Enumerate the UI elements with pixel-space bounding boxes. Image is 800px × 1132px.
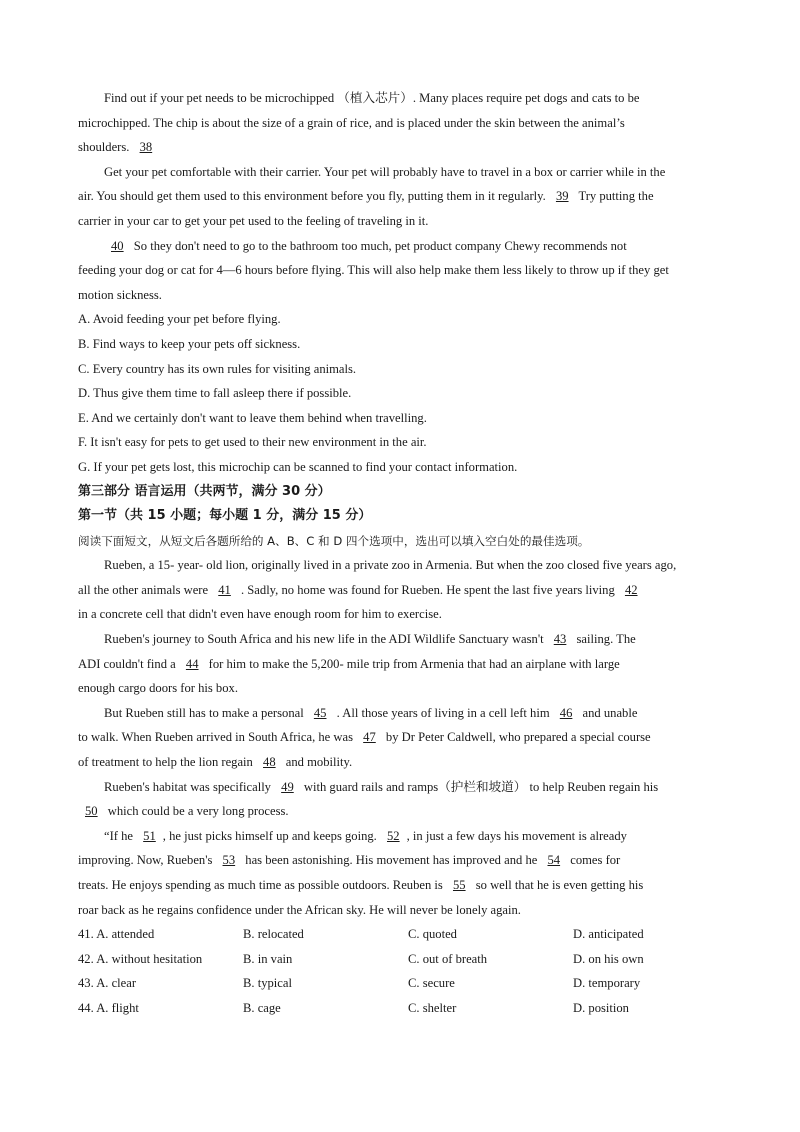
text: “If he (104, 828, 134, 843)
text: , in just a few days his movement is already (406, 828, 627, 843)
text: shoulders. (78, 140, 130, 155)
choice-c: C. out of breath (408, 951, 488, 966)
choice-c: C. secure (408, 976, 455, 991)
blank-48: 48 (263, 755, 276, 770)
option-c: C. Every country has its own rules for visiting animals. (78, 361, 357, 376)
text: has been astonishing. His movement has improved and he (245, 853, 538, 868)
question-41 (78, 922, 728, 947)
blank-39: 39 (555, 189, 569, 204)
text: Rueben's journey to South Africa and his new life in the ADI Wildlife Sanctuary wasn't (104, 632, 544, 647)
choice-c: C. quoted (408, 927, 457, 942)
text: So they don't need to go to the bathroom too much, pet product company Chewy recommends not (133, 238, 627, 253)
blank-50: 50 (85, 804, 98, 819)
choice-a: 44. A. flight (78, 1000, 139, 1015)
lion-line11 (78, 799, 728, 824)
choice-b: B. in vain (243, 951, 293, 966)
pets-p2-line3: carrier in your car to get your pet used to the feeling of traveling in it. (78, 213, 429, 228)
blank-54: 54 (547, 853, 561, 868)
lion-line4 (78, 627, 728, 652)
blank-38: 38 (139, 140, 153, 155)
choice-a: 43. A. clear (78, 976, 137, 991)
blank-49: 49 (281, 779, 294, 794)
text: Rueben's habitat was specifically (104, 779, 271, 794)
option-b: B. Find ways to keep your pets off sickness. (78, 336, 301, 351)
instruction: 阅读下面短文，从短文后各题所给的 A、B、C 和 D 四个选项中，选出可以填入空白处的最佳选项。 (78, 533, 590, 548)
option-e: E. And we certainly don't want to leave them behind when travelling. (78, 410, 427, 425)
choice-c: C. shelter (408, 1000, 457, 1015)
choice-d: D. position (573, 1000, 629, 1015)
pets-p2-line2 (78, 184, 728, 209)
question-42 (78, 947, 728, 972)
blank-46: 46 (559, 705, 573, 720)
choice-b: B. relocated (243, 927, 304, 942)
choice-a: 41. A. attended (78, 927, 155, 942)
text: and mobility. (285, 755, 353, 770)
text: so well that he is even getting his (475, 878, 644, 892)
text: for him to make the 5,200- mile trip from Armenia that had an airplane with large (208, 656, 620, 671)
option-g: G. If your pet gets lost, this microchip can be scanned to find your contact information. (78, 459, 518, 474)
exam-page (78, 86, 728, 1021)
subsection-heading: 第一节（共 15 小题；每小题 1 分，满分 15 分） (78, 508, 372, 524)
text: which could be a very long process. (107, 804, 289, 819)
option-d: D. Thus give them time to fall asleep there if possible. (78, 386, 352, 401)
blank-45: 45 (313, 705, 327, 720)
text: of treatment to help the lion regain (78, 755, 253, 770)
pets-p3-line3: motion sickness. (78, 287, 162, 302)
text: comes for (570, 853, 621, 868)
blank-52: 52 (387, 828, 400, 843)
pets-p1-line1: Find out if your pet needs to be microchipped （植入芯片）. Many places require pet dogs and cats to be (104, 91, 640, 105)
option-a: A. Avoid feeding your pet before flying. (78, 312, 281, 327)
choice-b: B. cage (243, 1000, 281, 1015)
text: with guard rails and ramps（护栏和坡道） to help Reuben regain his (303, 779, 659, 794)
text: . All those years of living in a cell left him (336, 705, 550, 720)
lion-line6: enough cargo doors for his box. (78, 681, 238, 696)
text: air. You should get them used to this environment before you fly, putting them in it regularly. (78, 189, 546, 204)
text: ADI couldn't find a (78, 656, 176, 671)
blank-55: 55 (452, 878, 466, 892)
blank-51: 51 (143, 828, 156, 843)
lion-line8 (78, 725, 728, 750)
pets-p1-line3 (78, 135, 728, 160)
choice-a: 42. A. without hesitation (78, 951, 203, 966)
pets-p3-line1 (78, 234, 728, 259)
text: sailing. The (576, 632, 636, 647)
text: improving. Now, Rueben's (78, 853, 213, 868)
text: . Sadly, no home was found for Rueben. He spent the last five years living (241, 582, 615, 597)
blank-43: 43 (553, 632, 567, 647)
section-heading: 第三部分 语言运用（共两节，满分 30 分） (78, 483, 331, 499)
lion-line2 (78, 578, 728, 603)
lion-line13 (78, 848, 728, 873)
lion-line7 (78, 701, 728, 726)
text: treats. He enjoys spending as much time as possible outdoors. Reuben is (78, 878, 443, 892)
text: to walk. When Rueben arrived in South Africa, he was (78, 730, 354, 745)
blank-42: 42 (624, 582, 638, 597)
lion-line15: roar back as he regains confidence under the African sky. He will never be lonely again. (78, 902, 521, 917)
pets-p2-line1: Get your pet comfortable with their carrier. Your pet will probably have to travel in a box or carrier while in the (104, 164, 666, 179)
lion-line10 (78, 775, 728, 800)
lion-line1: Rueben, a 15- year- old lion, originally lived in a private zoo in Armenia. But when the zoo closed five years ago, (104, 558, 677, 573)
choice-d: D. anticipated (573, 927, 644, 942)
lion-line14 (78, 873, 728, 898)
blank-40: 40 (111, 238, 124, 253)
option-f: F. It isn't easy for pets to get used to their new environment in the air. (78, 435, 427, 450)
lion-line5 (78, 652, 728, 677)
blank-41: 41 (218, 582, 231, 597)
text: , he just picks himself up and keeps going. (162, 828, 377, 843)
question-44 (78, 996, 728, 1021)
text: Try putting the (578, 189, 654, 204)
lion-line3: in a concrete cell that didn't even have enough room for him to exercise. (78, 607, 442, 622)
blank-53: 53 (222, 853, 236, 868)
lion-line9 (78, 750, 728, 775)
pets-p1-line2: microchipped. The chip is about the size of a grain of rice, and is placed under the skin between the animal’s (78, 115, 625, 130)
blank-47: 47 (363, 730, 376, 745)
text: But Rueben still has to make a personal (104, 705, 304, 720)
pets-p3-line2: feeding your dog or cat for 4—6 hours before flying. This will also help make them less likely to throw up if they get (78, 263, 669, 278)
text: and unable (582, 705, 638, 720)
text: by Dr Peter Caldwell, who prepared a special course (385, 730, 651, 745)
choice-b: B. typical (243, 976, 292, 991)
lion-line12 (78, 824, 728, 849)
choice-d: D. on his own (573, 951, 644, 966)
text: all the other animals were (78, 582, 209, 597)
question-43 (78, 971, 728, 996)
blank-44: 44 (185, 656, 199, 671)
choice-d: D. temporary (573, 976, 641, 991)
